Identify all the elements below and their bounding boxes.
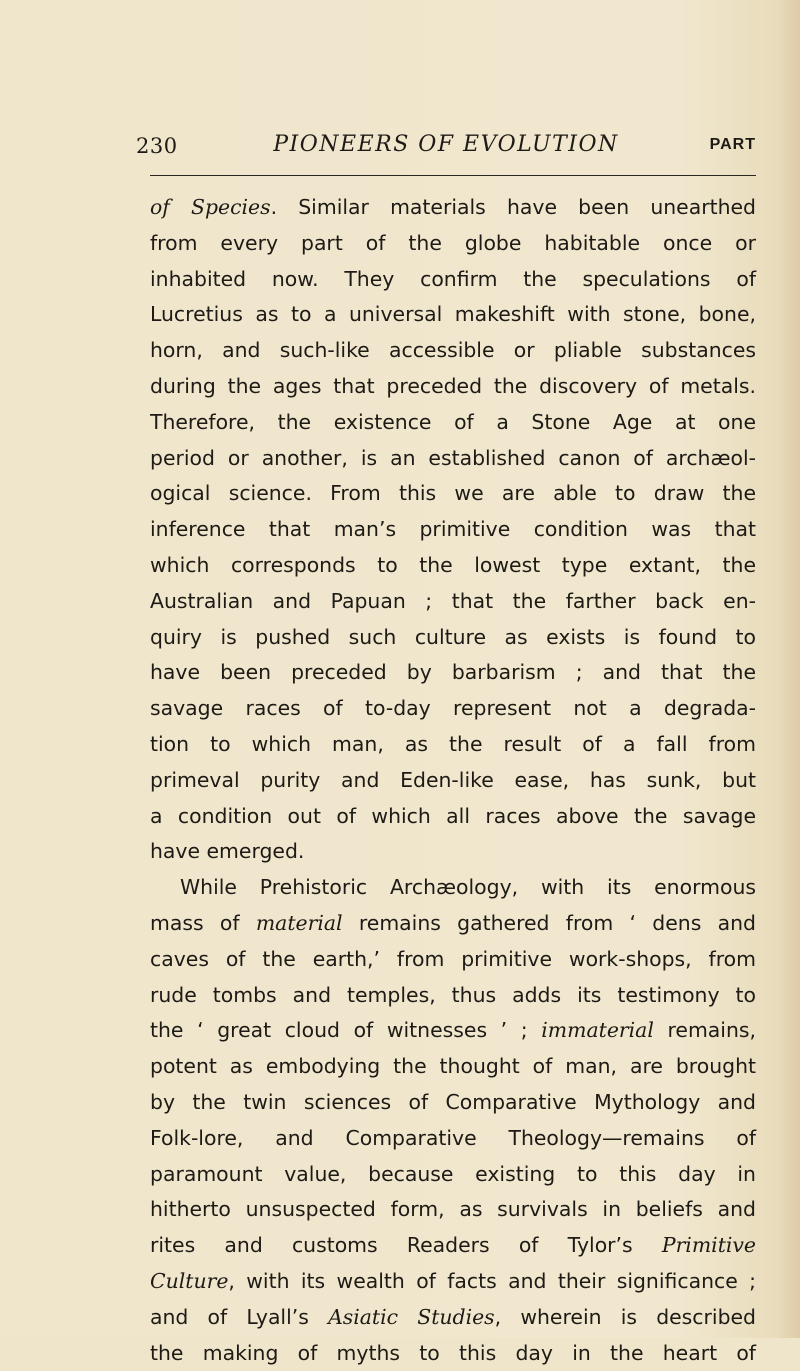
text-line <box>150 1192 756 1228</box>
text-run: have emerged. <box>150 839 304 863</box>
text-line <box>150 190 756 226</box>
text-line <box>150 262 756 298</box>
text-line <box>150 1085 756 1121</box>
italic-text: Primitive <box>662 1233 756 1257</box>
text-line <box>150 548 756 584</box>
text-line <box>150 297 756 333</box>
text-run: quiry is pushed such culture as exists is found to <box>150 625 756 649</box>
text-line <box>150 1013 756 1049</box>
text-run: during the ages that preceded the discovery of metals. <box>150 374 756 398</box>
running-title: PIONEERS OF EVOLUTION <box>136 132 756 157</box>
text-run: paramount value, because existing to this day in <box>150 1162 756 1186</box>
italic-text: immaterial <box>541 1018 654 1042</box>
text-run: inhabited now. They confirm the speculations of <box>150 267 756 291</box>
text-run: and of Lyall’s <box>150 1305 328 1329</box>
text-run: caves of the earth,’ from primitive work-shops, from <box>150 947 756 971</box>
text-line <box>150 620 756 656</box>
text-line <box>150 1336 756 1371</box>
text-run: , wherein is described <box>495 1305 756 1329</box>
text-run: primeval purity and Eden-like ease, has sunk, but <box>150 768 756 792</box>
text-run: rites and customs Readers of Tylor’s <box>150 1233 662 1257</box>
text-run: inference that man’s primitive condition was that <box>150 517 756 541</box>
text-line <box>150 1049 756 1085</box>
text-line <box>150 476 756 512</box>
header-rule <box>150 175 756 176</box>
text-run: the ‘ great cloud of witnesses ’ ; <box>150 1018 541 1042</box>
text-run: remains, <box>654 1018 756 1042</box>
text-run: a condition out of which all races above the savage <box>150 804 756 828</box>
text-run: , with its wealth of facts and their significance ; <box>228 1269 756 1293</box>
text-line <box>150 727 756 763</box>
text-line <box>150 369 756 405</box>
text-line <box>150 870 756 906</box>
text-line <box>150 799 756 835</box>
text-run: savage races of to-day represent not a degrada- <box>150 696 756 720</box>
text-line <box>150 584 756 620</box>
text-line <box>150 1121 756 1157</box>
body-text <box>150 190 756 1371</box>
text-line <box>150 1300 756 1336</box>
text-line <box>150 763 756 799</box>
text-line <box>150 942 756 978</box>
text-run: Australian and Papuan ; that the farther back en- <box>150 589 756 613</box>
text-line <box>150 691 756 727</box>
text-run: . Similar materials have been unearthed <box>271 195 756 219</box>
text-line <box>150 655 756 691</box>
text-line <box>150 441 756 477</box>
text-run: tion to which man, as the result of a fall from <box>150 732 756 756</box>
text-line <box>150 834 756 870</box>
italic-text: Culture <box>150 1269 228 1293</box>
page-number: 230 <box>136 134 178 158</box>
text-line <box>150 978 756 1014</box>
text-line <box>150 906 756 942</box>
italic-text: material <box>256 911 343 935</box>
text-run: have been preceded by barbarism ; and that the <box>150 660 756 684</box>
text-run: Lucretius as to a universal makeshift with stone, bone, <box>150 302 756 326</box>
text-run: horn, and such-like accessible or pliable substances <box>150 338 756 362</box>
text-run: hitherto unsuspected form, as survivals in beliefs and <box>150 1197 756 1221</box>
text-line <box>150 1264 756 1300</box>
text-line <box>150 1228 756 1264</box>
text-run: by the twin sciences of Comparative Mythology and <box>150 1090 756 1114</box>
text-run: mass of <box>150 911 256 935</box>
text-run: potent as embodying the thought of man, are brought <box>150 1054 756 1078</box>
text-line <box>150 1157 756 1193</box>
italic-text: Asiatic Studies <box>328 1305 495 1329</box>
italic-text: of Species <box>150 195 271 219</box>
text-run: from every part of the globe habitable once or <box>150 231 756 255</box>
text-line <box>150 226 756 262</box>
text-run: period or another, is an established canon of archæol- <box>150 446 756 470</box>
text-line <box>150 405 756 441</box>
text-run: Therefore, the existence of a Stone Age at one <box>150 410 756 434</box>
text-run: which corresponds to the lowest type extant, the <box>150 553 756 577</box>
text-run: ogical science. From this we are able to draw the <box>150 481 756 505</box>
text-run: the making of myths to this day in the heart of <box>150 1341 756 1365</box>
text-run: While Prehistoric Archæology, with its enormous <box>180 875 756 899</box>
text-run: Folk-lore, and Comparative Theology—remains of <box>150 1126 756 1150</box>
text-run: rude tombs and temples, thus adds its testimony to <box>150 983 756 1007</box>
text-line <box>150 512 756 548</box>
part-label: PART <box>710 136 756 154</box>
text-line <box>150 333 756 369</box>
running-header <box>136 134 756 170</box>
text-run: remains gathered from ‘ dens and <box>343 911 756 935</box>
